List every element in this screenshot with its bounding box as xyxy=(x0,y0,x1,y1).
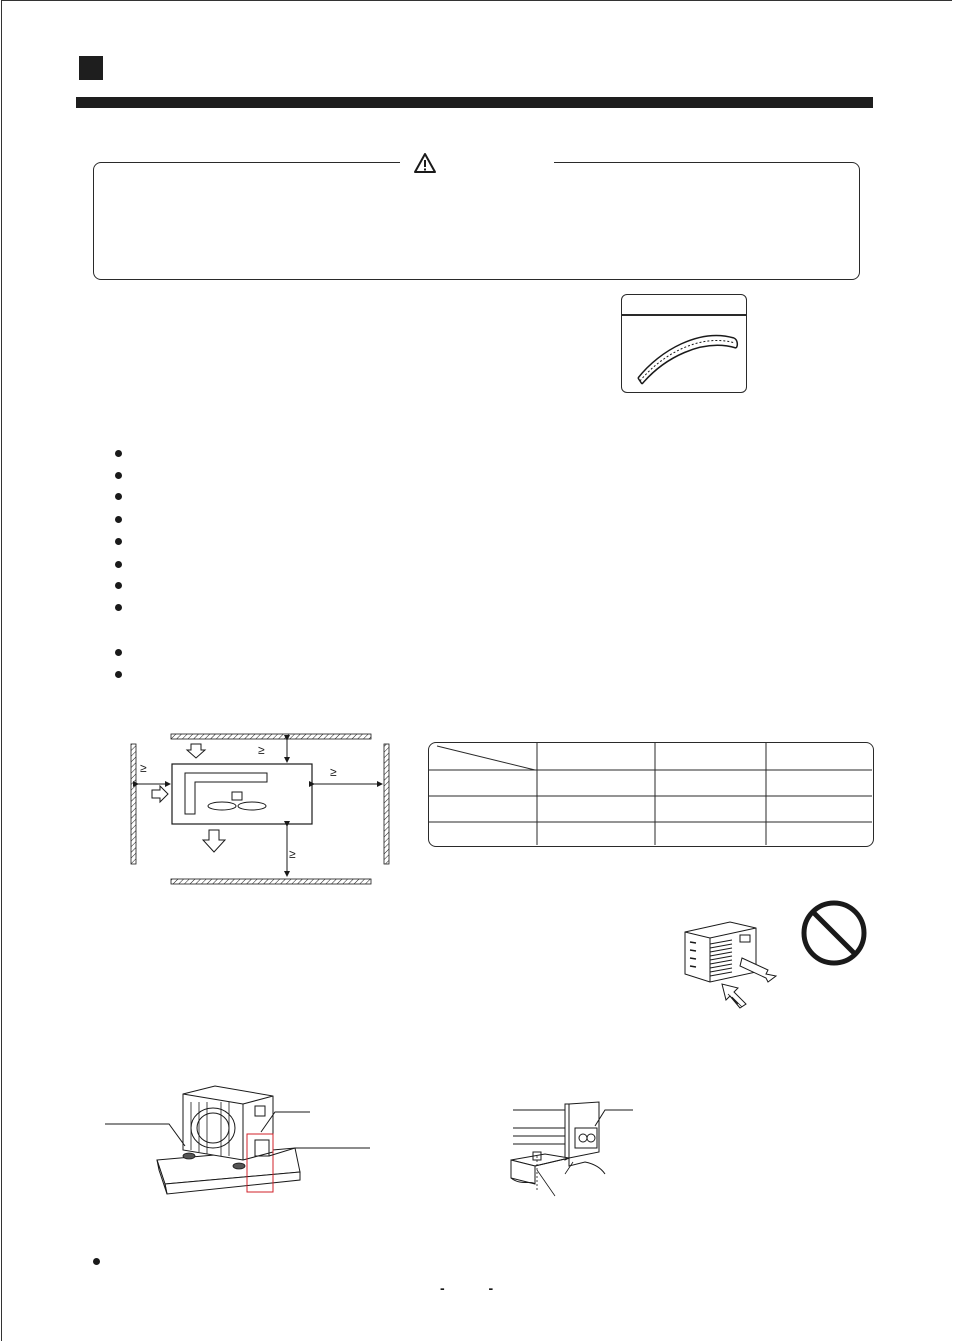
footer-bullet xyxy=(93,1258,100,1265)
list-bullet xyxy=(115,671,122,678)
list-bullet xyxy=(115,450,122,457)
list-bullet xyxy=(115,649,122,656)
section-marker-square xyxy=(79,56,103,80)
list-bullet xyxy=(115,472,122,479)
clearance-label-left: ≥ xyxy=(140,761,147,775)
prohibited-sign-icon xyxy=(800,899,868,967)
warning-triangle-icon xyxy=(413,152,437,174)
list-bullet xyxy=(115,561,122,568)
clearance-label-bottom: ≥ xyxy=(289,847,296,861)
outdoor-unit-on-base-icon xyxy=(105,1080,385,1200)
list-bullet xyxy=(115,582,122,589)
insulated-pipe-icon xyxy=(630,320,740,388)
list-bullet xyxy=(115,493,122,500)
section-divider-bar xyxy=(76,97,873,108)
page-number: - - xyxy=(440,1280,514,1296)
outdoor-unit-wind-icon xyxy=(680,910,790,1010)
warning-box xyxy=(93,162,860,280)
clearance-table xyxy=(428,742,874,847)
clearance-label-top: ≥ xyxy=(258,743,265,757)
list-bullet xyxy=(115,604,122,611)
list-bullet xyxy=(115,516,122,523)
anchor-bolt-detail-icon xyxy=(505,1100,645,1200)
clearance-label-right: ≥ xyxy=(330,765,337,779)
list-bullet xyxy=(115,538,122,545)
accessory-box-divider xyxy=(622,314,746,316)
